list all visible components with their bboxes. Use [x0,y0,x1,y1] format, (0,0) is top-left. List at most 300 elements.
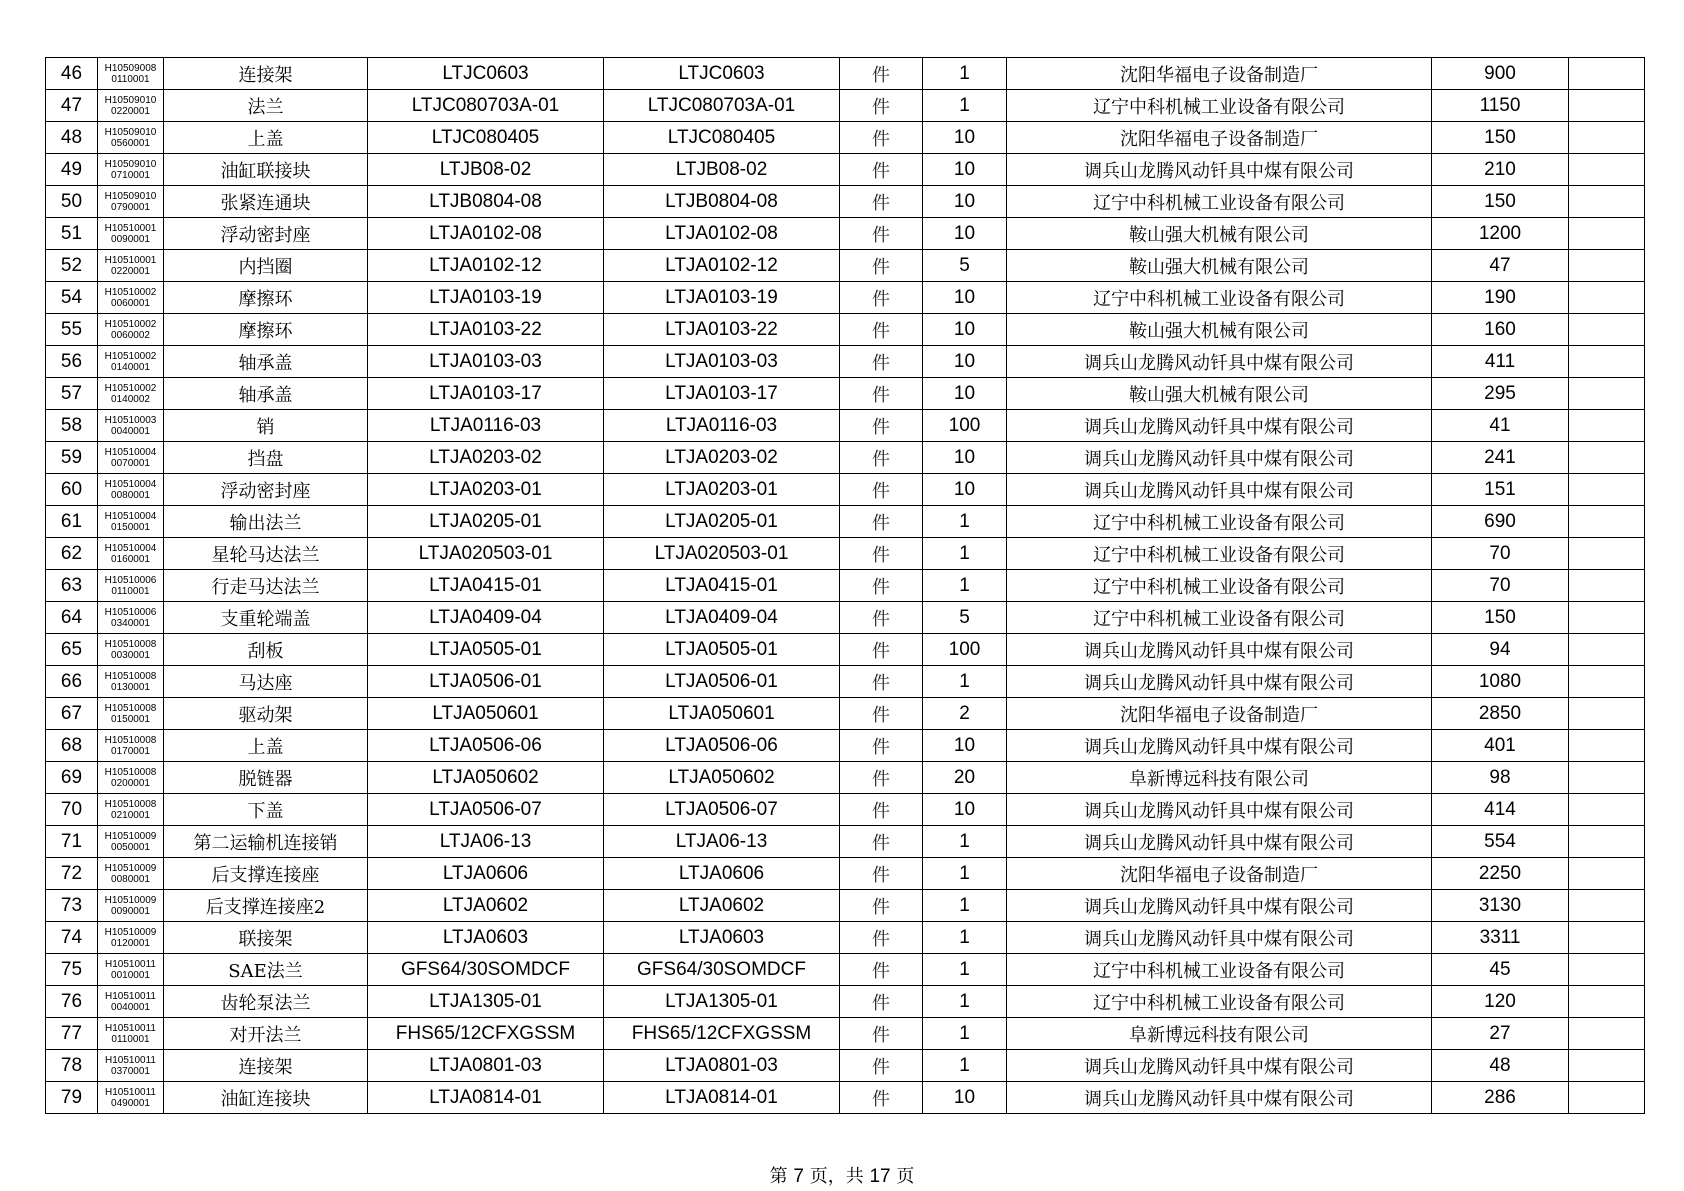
material-code-part: H10510001 [104,222,157,234]
drawing-number-cell: LTJA0814-01 [368,1082,604,1114]
material-code-part: 0150001 [111,521,150,533]
table-row [46,122,1645,154]
supplier-cell: 调兵山龙腾风动钎具中煤有限公司 [1007,826,1432,858]
part-name-cell: 支重轮端盖 [164,602,368,634]
material-code-part: H10510006 [104,574,157,586]
material-code-part: H10510011 [105,1086,156,1098]
remark-cell [1569,1050,1645,1082]
unit-price-cell: 2250 [1432,858,1569,890]
material-code-part: H10510003 [104,414,157,426]
unit-price-cell: 401 [1432,730,1569,762]
supplier-cell: 调兵山龙腾风动钎具中煤有限公司 [1007,1082,1432,1114]
table-row [46,602,1645,634]
table-row [46,378,1645,410]
unit-cell: 件 [840,922,923,954]
part-name-cell: 后支撑连接座 [164,858,368,890]
specification-cell: LTJA0203-01 [604,474,840,506]
part-name-cell: 连接架 [164,58,368,90]
parts-table [45,57,1645,1114]
unit-cell: 件 [840,474,923,506]
unit-cell: 件 [840,538,923,570]
material-code-part: 0050001 [111,841,150,853]
material-code-part: 0210001 [111,809,150,821]
material-code-part: 0080001 [111,873,150,885]
remark-cell [1569,762,1645,794]
drawing-number-cell: LTJC080703A-01 [368,90,604,122]
table-row [46,954,1645,986]
row-number-cell: 59 [46,442,98,474]
material-code-part: 0370001 [111,1065,150,1077]
quantity-cell: 10 [923,346,1007,378]
material-code-part: H10510004 [104,510,157,522]
table-row [46,474,1645,506]
remark-cell [1569,794,1645,826]
table-row [46,410,1645,442]
supplier-cell: 辽宁中科机械工业设备有限公司 [1007,506,1432,538]
quantity-cell: 1 [923,90,1007,122]
unit-price-cell: 3130 [1432,890,1569,922]
remark-cell [1569,346,1645,378]
part-name-cell: 星轮马达法兰 [164,538,368,570]
material-code-cell [98,698,164,730]
material-code-part: H10510008 [104,670,157,682]
supplier-cell: 鞍山强大机械有限公司 [1007,250,1432,282]
specification-cell: LTJB08-02 [604,154,840,186]
row-number-cell: 73 [46,890,98,922]
material-code-part: 0220001 [111,265,150,277]
part-name-cell: 浮动密封座 [164,218,368,250]
part-name-cell: 销 [164,410,368,442]
unit-price-cell: 94 [1432,634,1569,666]
drawing-number-cell: LTJA0801-03 [368,1050,604,1082]
material-code-cell [98,570,164,602]
quantity-cell: 100 [923,410,1007,442]
material-code-part: 0110001 [111,1033,150,1045]
material-code-part: H10509010 [104,158,157,170]
unit-price-cell: 210 [1432,154,1569,186]
supplier-cell: 阜新博远科技有限公司 [1007,1018,1432,1050]
specification-cell: LTJA0103-22 [604,314,840,346]
material-code-part: H10510011 [105,958,156,970]
row-number-cell: 58 [46,410,98,442]
remark-cell [1569,922,1645,954]
drawing-number-cell: LTJA0116-03 [368,410,604,442]
unit-cell: 件 [840,218,923,250]
remark-cell [1569,954,1645,986]
unit-cell: 件 [840,890,923,922]
part-name-cell: 轴承盖 [164,346,368,378]
supplier-cell: 调兵山龙腾风动钎具中煤有限公司 [1007,730,1432,762]
footer-middle: 页，共 [809,1166,864,1187]
part-name-cell: 法兰 [164,90,368,122]
unit-cell: 件 [840,602,923,634]
unit-price-cell: 295 [1432,378,1569,410]
material-code-cell [98,1018,164,1050]
material-code-part: H10510006 [104,606,157,618]
unit-price-cell: 98 [1432,762,1569,794]
table-row [46,762,1645,794]
unit-price-cell: 150 [1432,602,1569,634]
unit-price-cell: 120 [1432,986,1569,1018]
row-number-cell: 48 [46,122,98,154]
supplier-cell: 调兵山龙腾风动钎具中煤有限公司 [1007,1050,1432,1082]
specification-cell: LTJA0603 [604,922,840,954]
unit-price-cell: 900 [1432,58,1569,90]
supplier-cell: 沈阳华福电子设备制造厂 [1007,122,1432,154]
unit-price-cell: 27 [1432,1018,1569,1050]
material-code-cell [98,890,164,922]
drawing-number-cell: LTJA0603 [368,922,604,954]
part-name-cell: 轴承盖 [164,378,368,410]
remark-cell [1569,602,1645,634]
material-code-part: H10509010 [104,126,157,138]
part-name-cell: SAE法兰 [164,954,368,986]
quantity-cell: 20 [923,762,1007,794]
table-row [46,826,1645,858]
specification-cell: LTJA0801-03 [604,1050,840,1082]
drawing-number-cell: LTJA0409-04 [368,602,604,634]
specification-cell: LTJA0205-01 [604,506,840,538]
material-code-part: H10510002 [104,350,157,362]
part-name-cell: 上盖 [164,730,368,762]
unit-price-cell: 411 [1432,346,1569,378]
unit-cell: 件 [840,666,923,698]
material-code-part: H10510002 [104,318,157,330]
remark-cell [1569,538,1645,570]
material-code-cell [98,122,164,154]
specification-cell: LTJA0409-04 [604,602,840,634]
unit-cell: 件 [840,858,923,890]
specification-cell: LTJA0102-08 [604,218,840,250]
supplier-cell: 调兵山龙腾风动钎具中煤有限公司 [1007,442,1432,474]
table-row [46,570,1645,602]
material-code-cell [98,538,164,570]
specification-cell: LTJC080405 [604,122,840,154]
material-code-part: 0130001 [111,681,150,693]
unit-cell: 件 [840,794,923,826]
part-name-cell: 浮动密封座 [164,474,368,506]
material-code-cell [98,730,164,762]
table-row [46,698,1645,730]
material-code-cell [98,858,164,890]
material-code-cell [98,218,164,250]
part-name-cell: 第二运输机连接销 [164,826,368,858]
row-number-cell: 63 [46,570,98,602]
material-code-part: H10510009 [104,926,157,938]
material-code-part: 0060001 [111,297,150,309]
quantity-cell: 1 [923,890,1007,922]
material-code-part: 0060002 [111,329,150,341]
unit-cell: 件 [840,1050,923,1082]
part-name-cell: 油缸联接块 [164,154,368,186]
row-number-cell: 51 [46,218,98,250]
remark-cell [1569,826,1645,858]
specification-cell: LTJA0506-07 [604,794,840,826]
specification-cell: LTJA0606 [604,858,840,890]
material-code-cell [98,1050,164,1082]
part-name-cell: 对开法兰 [164,1018,368,1050]
row-number-cell: 65 [46,634,98,666]
supplier-cell: 调兵山龙腾风动钎具中煤有限公司 [1007,634,1432,666]
table-row [46,666,1645,698]
specification-cell: LTJA0602 [604,890,840,922]
remark-cell [1569,250,1645,282]
material-code-part: H10510002 [104,286,157,298]
unit-cell: 件 [840,506,923,538]
part-name-cell: 摩擦环 [164,282,368,314]
unit-price-cell: 286 [1432,1082,1569,1114]
table-row [46,314,1645,346]
specification-cell: GFS64/30SOMDCF [604,954,840,986]
specification-cell: LTJA0102-12 [604,250,840,282]
specification-cell: LTJA0103-03 [604,346,840,378]
specification-cell: LTJC0603 [604,58,840,90]
table-row [46,346,1645,378]
remark-cell [1569,506,1645,538]
material-code-cell [98,154,164,186]
unit-cell: 件 [840,122,923,154]
unit-price-cell: 2850 [1432,698,1569,730]
remark-cell [1569,154,1645,186]
quantity-cell: 10 [923,154,1007,186]
quantity-cell: 10 [923,314,1007,346]
table-row [46,250,1645,282]
specification-cell: FHS65/12CFXGSSM [604,1018,840,1050]
material-code-part: 0090001 [111,233,150,245]
material-code-part: 0040001 [111,425,150,437]
table-row [46,218,1645,250]
material-code-part: H10510011 [105,1054,156,1066]
unit-price-cell: 150 [1432,122,1569,154]
supplier-cell: 辽宁中科机械工业设备有限公司 [1007,954,1432,986]
material-code-part: 0560001 [111,137,150,149]
quantity-cell: 5 [923,602,1007,634]
unit-price-cell: 151 [1432,474,1569,506]
supplier-cell: 调兵山龙腾风动钎具中煤有限公司 [1007,794,1432,826]
unit-price-cell: 48 [1432,1050,1569,1082]
material-code-part: H10510011 [105,990,156,1002]
material-code-part: 0030001 [111,649,150,661]
table-row [46,890,1645,922]
material-code-part: 0140002 [111,393,150,405]
unit-price-cell: 241 [1432,442,1569,474]
supplier-cell: 辽宁中科机械工业设备有限公司 [1007,538,1432,570]
part-name-cell: 油缸连接块 [164,1082,368,1114]
supplier-cell: 沈阳华福电子设备制造厂 [1007,698,1432,730]
material-code-cell [98,314,164,346]
row-number-cell: 50 [46,186,98,218]
material-code-part: 0120001 [111,937,150,949]
supplier-cell: 辽宁中科机械工业设备有限公司 [1007,186,1432,218]
material-code-cell [98,506,164,538]
material-code-cell [98,90,164,122]
quantity-cell: 1 [923,954,1007,986]
quantity-cell: 10 [923,730,1007,762]
material-code-part: 0010001 [111,969,150,981]
part-name-cell: 联接架 [164,922,368,954]
row-number-cell: 46 [46,58,98,90]
row-number-cell: 64 [46,602,98,634]
material-code-part: 0710001 [111,169,150,181]
supplier-cell: 沈阳华福电子设备制造厂 [1007,58,1432,90]
quantity-cell: 1 [923,506,1007,538]
table-row [46,442,1645,474]
quantity-cell: 10 [923,378,1007,410]
specification-cell: LTJA0506-01 [604,666,840,698]
quantity-cell: 10 [923,186,1007,218]
specification-cell: LTJA0103-17 [604,378,840,410]
unit-cell: 件 [840,1018,923,1050]
quantity-cell: 1 [923,570,1007,602]
specification-cell: LTJB0804-08 [604,186,840,218]
row-number-cell: 52 [46,250,98,282]
row-number-cell: 60 [46,474,98,506]
material-code-part: 0150001 [111,713,150,725]
drawing-number-cell: LTJA0103-17 [368,378,604,410]
row-number-cell: 66 [46,666,98,698]
footer-suffix: 页 [896,1166,915,1187]
material-code-part: 0490001 [111,1097,150,1109]
material-code-part: H10510002 [104,382,157,394]
material-code-part: 0110001 [111,585,150,597]
quantity-cell: 10 [923,442,1007,474]
material-code-part: 0200001 [111,777,150,789]
table-row [46,858,1645,890]
supplier-cell: 辽宁中科机械工业设备有限公司 [1007,570,1432,602]
remark-cell [1569,314,1645,346]
specification-cell: LTJC080703A-01 [604,90,840,122]
remark-cell [1569,1082,1645,1114]
remark-cell [1569,186,1645,218]
unit-cell: 件 [840,634,923,666]
remark-cell [1569,890,1645,922]
unit-price-cell: 690 [1432,506,1569,538]
unit-price-cell: 70 [1432,570,1569,602]
quantity-cell: 1 [923,1018,1007,1050]
material-code-part: H10510008 [104,798,157,810]
quantity-cell: 2 [923,698,1007,730]
unit-price-cell: 45 [1432,954,1569,986]
supplier-cell: 辽宁中科机械工业设备有限公司 [1007,282,1432,314]
material-code-cell [98,794,164,826]
table-row [46,1082,1645,1114]
material-code-cell [98,826,164,858]
material-code-part: 0080001 [111,489,150,501]
quantity-cell: 1 [923,858,1007,890]
material-code-part: 0340001 [111,617,150,629]
material-code-part: 0790001 [111,201,150,213]
part-name-cell: 行走马达法兰 [164,570,368,602]
current-page-number: 7 [793,1166,804,1187]
row-number-cell: 79 [46,1082,98,1114]
drawing-number-cell: LTJA0506-01 [368,666,604,698]
unit-cell: 件 [840,346,923,378]
unit-cell: 件 [840,986,923,1018]
remark-cell [1569,986,1645,1018]
row-number-cell: 77 [46,1018,98,1050]
part-name-cell: 后支撑连接座2 [164,890,368,922]
drawing-number-cell: LTJB08-02 [368,154,604,186]
quantity-cell: 1 [923,986,1007,1018]
table-row [46,186,1645,218]
unit-cell: 件 [840,250,923,282]
drawing-number-cell: LTJA06-13 [368,826,604,858]
unit-cell: 件 [840,570,923,602]
material-code-part: 0090001 [111,905,150,917]
unit-cell: 件 [840,186,923,218]
material-code-cell [98,250,164,282]
specification-cell: LTJA0505-01 [604,634,840,666]
unit-price-cell: 160 [1432,314,1569,346]
specification-cell: LTJA0103-19 [604,282,840,314]
material-code-cell [98,58,164,90]
table-row [46,90,1645,122]
unit-price-cell: 70 [1432,538,1569,570]
remark-cell [1569,442,1645,474]
drawing-number-cell: LTJA0102-12 [368,250,604,282]
material-code-cell [98,378,164,410]
quantity-cell: 10 [923,794,1007,826]
drawing-number-cell: LTJB0804-08 [368,186,604,218]
remark-cell [1569,1018,1645,1050]
specification-cell: LTJA0116-03 [604,410,840,442]
unit-price-cell: 1080 [1432,666,1569,698]
row-number-cell: 78 [46,1050,98,1082]
row-number-cell: 67 [46,698,98,730]
part-name-cell: 下盖 [164,794,368,826]
row-number-cell: 75 [46,954,98,986]
drawing-number-cell: LTJA0102-08 [368,218,604,250]
supplier-cell: 沈阳华福电子设备制造厂 [1007,858,1432,890]
supplier-cell: 调兵山龙腾风动钎具中煤有限公司 [1007,346,1432,378]
table-body [46,58,1645,1114]
material-code-part: 0040001 [111,1001,150,1013]
remark-cell [1569,90,1645,122]
specification-cell: LTJA0415-01 [604,570,840,602]
material-code-part: H10510008 [104,638,157,650]
material-code-part: 0160001 [111,553,150,565]
material-code-cell [98,442,164,474]
table-row [46,538,1645,570]
supplier-cell: 辽宁中科机械工业设备有限公司 [1007,602,1432,634]
remark-cell [1569,474,1645,506]
material-code-part: H10510009 [104,862,157,874]
table-row [46,1018,1645,1050]
specification-cell: LTJA1305-01 [604,986,840,1018]
row-number-cell: 71 [46,826,98,858]
row-number-cell: 56 [46,346,98,378]
table-row [46,506,1645,538]
remark-cell [1569,666,1645,698]
supplier-cell: 鞍山强大机械有限公司 [1007,314,1432,346]
unit-cell: 件 [840,90,923,122]
row-number-cell: 61 [46,506,98,538]
remark-cell [1569,730,1645,762]
part-name-cell: 马达座 [164,666,368,698]
material-code-cell [98,762,164,794]
total-page-count: 17 [869,1166,891,1187]
material-code-part: 0110001 [111,73,150,85]
table-row [46,634,1645,666]
quantity-cell: 1 [923,538,1007,570]
drawing-number-cell: LTJA0602 [368,890,604,922]
supplier-cell: 调兵山龙腾风动钎具中煤有限公司 [1007,474,1432,506]
row-number-cell: 69 [46,762,98,794]
unit-price-cell: 414 [1432,794,1569,826]
unit-cell: 件 [840,442,923,474]
quantity-cell: 100 [923,634,1007,666]
drawing-number-cell: LTJA0505-01 [368,634,604,666]
